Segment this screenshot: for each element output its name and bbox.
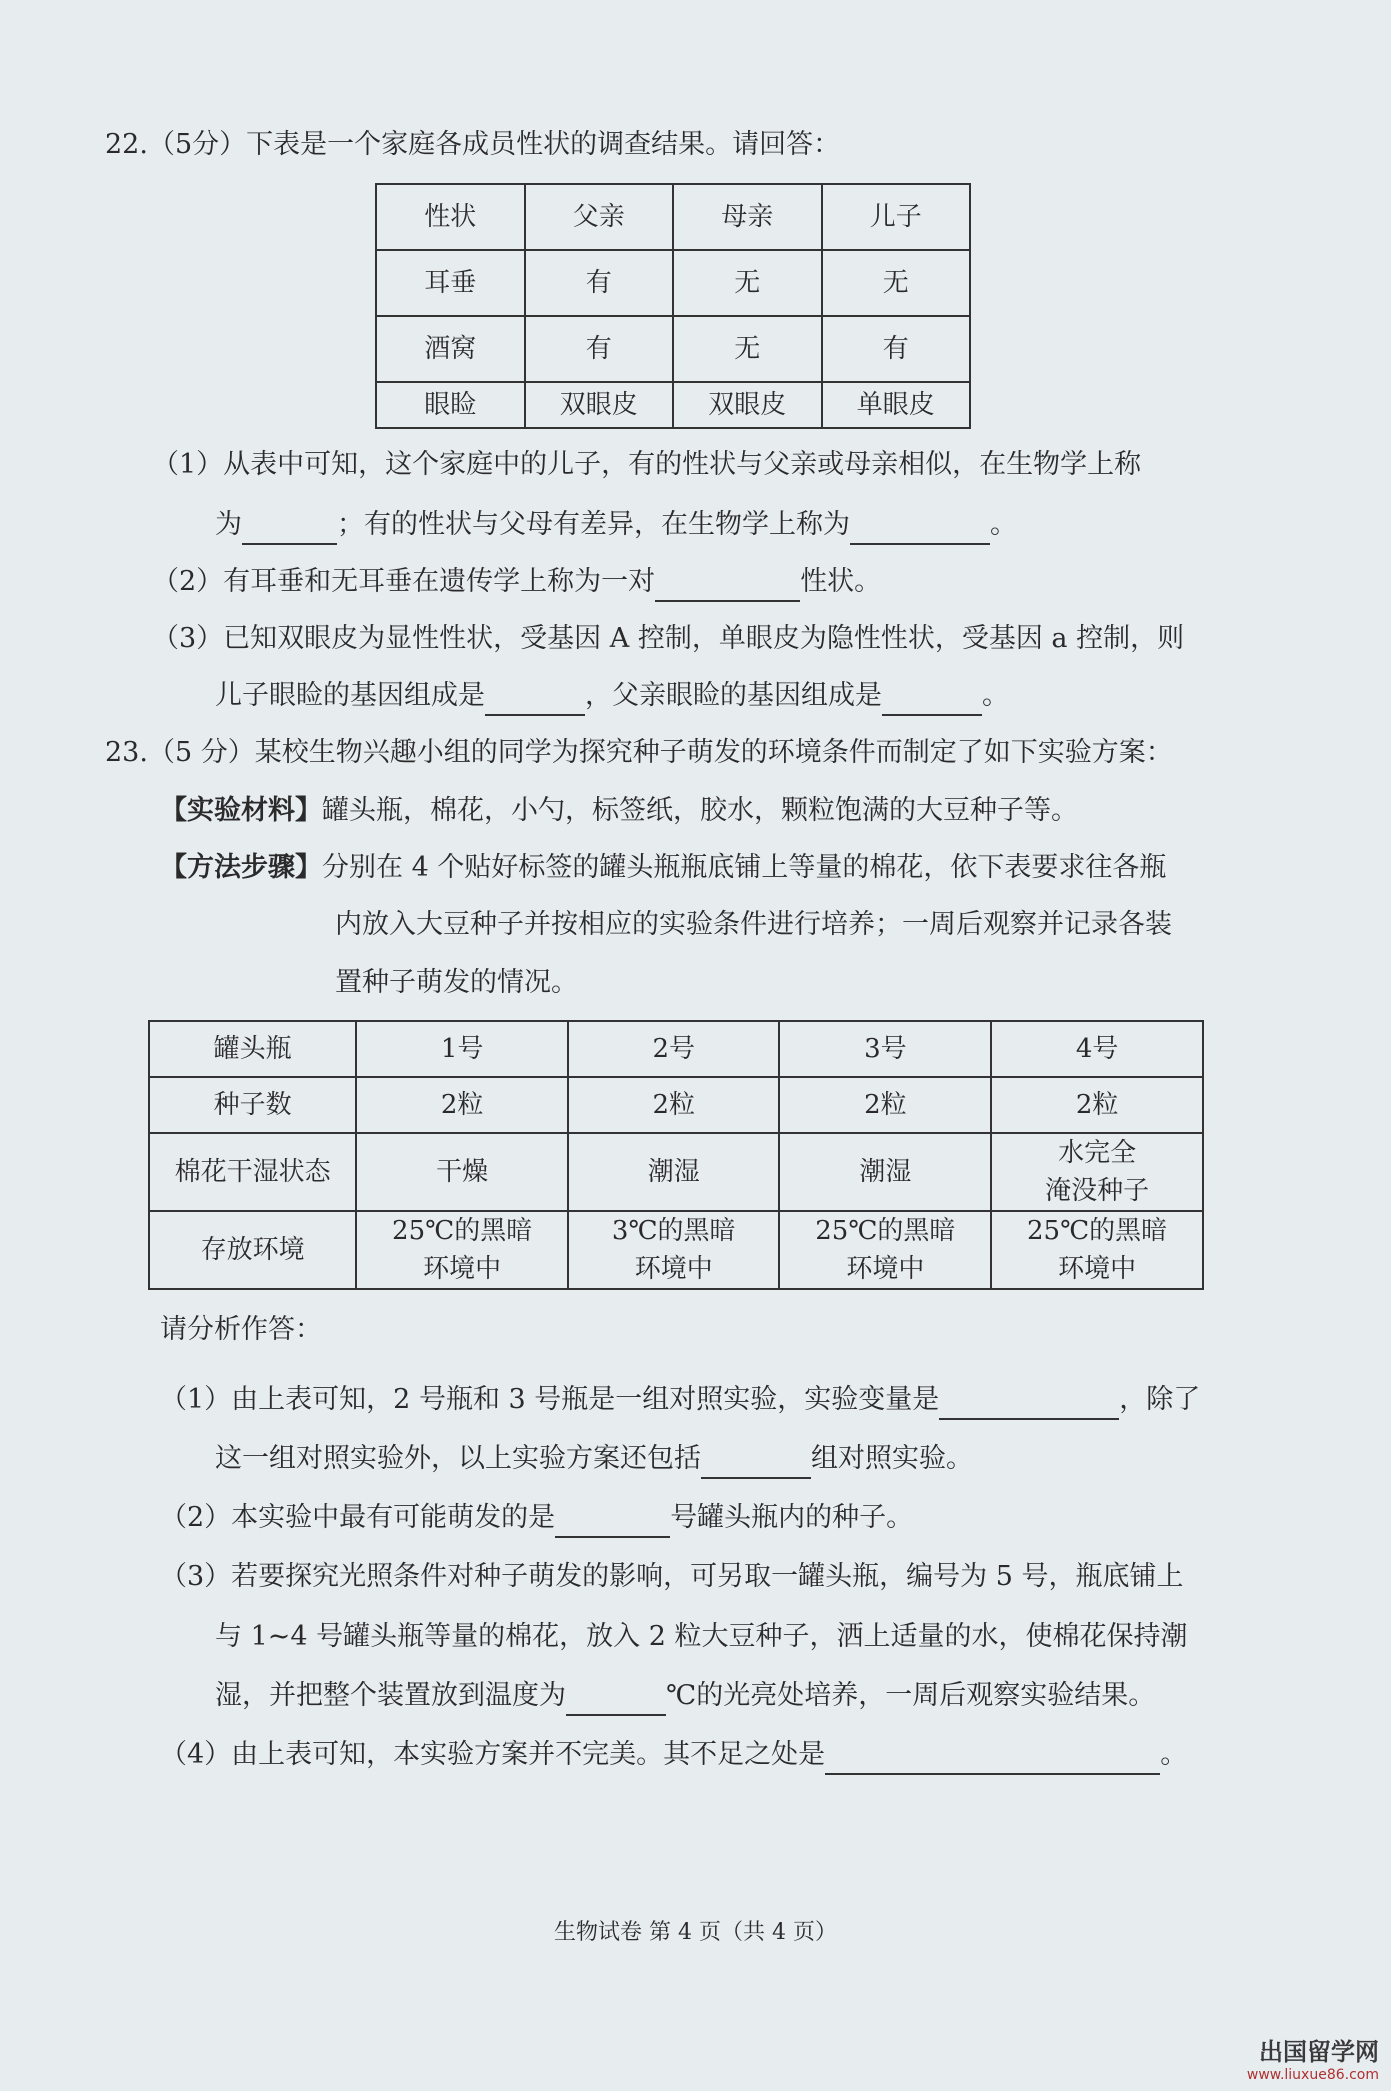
text-fragment: 组对照实验。 xyxy=(811,1443,973,1474)
table-cell: 种子数 xyxy=(149,1077,356,1133)
table-row xyxy=(149,1211,1203,1289)
text-fragment: 罐头瓶，棉花，小勺，标签纸，胶水，颗粒饱满的大豆种子等。 xyxy=(322,795,1078,826)
q22-stem: 22.（5分）下表是一个家庭各成员性状的调查结果。请回答： xyxy=(105,129,841,160)
table-cell: 2粒 xyxy=(991,1077,1203,1133)
q22-part1-line2 xyxy=(215,505,1017,545)
q23-method-line1 xyxy=(160,848,1166,888)
table-header-cell: 儿子 xyxy=(822,184,971,250)
q23-part1-line2 xyxy=(215,1439,973,1479)
q23-part1-line1 xyxy=(160,1380,1200,1420)
watermark-name: 出国留学网 xyxy=(1259,2038,1379,2066)
q23-materials xyxy=(160,791,1078,831)
table-row xyxy=(149,1077,1203,1133)
table-cell: 3号 xyxy=(779,1021,991,1077)
text-fragment: 。 xyxy=(990,509,1017,540)
text-fragment: （1）由上表可知，2 号瓶和 3 号瓶是一组对照实验，实验变量是 xyxy=(160,1384,940,1415)
q23-part3-line1: （3）若要探究光照条件对种子萌发的影响，可另取一罐头瓶，编号为 5 号，瓶底铺上 xyxy=(160,1561,1184,1592)
q23-analyze-prompt: 请分析作答： xyxy=(160,1314,322,1345)
table-cell: 存放环境 xyxy=(149,1211,356,1289)
table-cell: 双眼皮 xyxy=(673,382,822,428)
table-cell: 棉花干湿状态 xyxy=(149,1133,356,1211)
answer-blank[interactable] xyxy=(555,1506,670,1538)
q22-part1-line1: （1）从表中可知，这个家庭中的儿子，有的性状与父亲或母亲相似，在生物学上称 xyxy=(152,449,1142,480)
table-cell: 4号 xyxy=(991,1021,1203,1077)
text-fragment: 湿，并把整个装置放到温度为 xyxy=(215,1680,566,1711)
table-cell: 2粒 xyxy=(568,1077,779,1133)
text-fragment: （4）由上表可知，本实验方案并不完美。其不足之处是 xyxy=(160,1739,826,1770)
table-row xyxy=(376,316,970,382)
table-cell: 3℃的黑暗 环境中 xyxy=(568,1211,779,1289)
answer-blank[interactable] xyxy=(882,684,982,716)
text-fragment: ；有的性状与父母有差异，在生物学上称为 xyxy=(337,509,850,540)
table-cell: 水完全 淹没种子 xyxy=(991,1133,1203,1211)
text-fragment: （2）有耳垂和无耳垂在遗传学上称为一对 xyxy=(152,566,656,597)
table-cell: 潮湿 xyxy=(779,1133,991,1211)
table-cell: 单眼皮 xyxy=(822,382,971,428)
answer-blank[interactable] xyxy=(485,684,585,716)
table-cell: 眼睑 xyxy=(376,382,525,428)
answer-blank[interactable] xyxy=(566,1684,666,1716)
answer-blank[interactable] xyxy=(850,513,990,545)
table-cell: 潮湿 xyxy=(568,1133,779,1211)
q23-stem: 23.（5 分）某校生物兴趣小组的同学为探究种子萌发的环境条件而制定了如下实验方案： xyxy=(105,737,1173,768)
table-row xyxy=(376,382,970,428)
table-row xyxy=(149,1133,1203,1211)
q23-method-line2: 内放入大豆种子并按相应的实验条件进行培养；一周后观察并记录各装 xyxy=(335,909,1172,940)
table-cell: 25℃的黑暗 环境中 xyxy=(356,1211,568,1289)
text-fragment: 性状。 xyxy=(800,566,882,597)
table-cell: 无 xyxy=(673,316,822,382)
table-cell: 干燥 xyxy=(356,1133,568,1211)
table-cell: 25℃的黑暗 环境中 xyxy=(991,1211,1203,1289)
table-cell: 有 xyxy=(525,250,674,316)
answer-blank[interactable] xyxy=(242,513,337,545)
table-cell: 双眼皮 xyxy=(525,382,674,428)
table-header-cell: 父亲 xyxy=(525,184,674,250)
text-fragment: 。 xyxy=(1160,1739,1188,1770)
section-label: 【实验材料】 xyxy=(160,795,322,826)
table-row xyxy=(149,1021,1203,1077)
text-fragment: ，除了 xyxy=(1119,1384,1201,1415)
table-cell: 罐头瓶 xyxy=(149,1021,356,1077)
table-header-cell: 母亲 xyxy=(673,184,822,250)
table-cell: 有 xyxy=(525,316,674,382)
page-footer: 生物试卷 第 4 页（共 4 页） xyxy=(554,1920,837,1945)
table-cell: 1号 xyxy=(356,1021,568,1077)
answer-blank[interactable] xyxy=(939,1388,1119,1420)
answer-blank[interactable] xyxy=(701,1447,811,1479)
text-fragment: 儿子眼睑的基因组成是 xyxy=(215,680,485,711)
watermark-url: www.liuxue86.com xyxy=(1246,2067,1379,2083)
text-fragment: ，父亲眼睑的基因组成是 xyxy=(585,680,882,711)
text-fragment: （2）本实验中最有可能萌发的是 xyxy=(160,1502,556,1533)
text-fragment: 为 xyxy=(215,509,242,540)
table-cell: 有 xyxy=(822,316,971,382)
text-fragment: 这一组对照实验外，以上实验方案还包括 xyxy=(215,1443,701,1474)
answer-blank[interactable] xyxy=(655,570,800,602)
section-label: 【方法步骤】 xyxy=(160,852,322,883)
q22-trait-table xyxy=(375,183,971,429)
text-fragment: 。 xyxy=(982,680,1009,711)
q22-part3-line1: （3）已知双眼皮为显性性状，受基因 A 控制，单眼皮为隐性性状，受基因 a 控制，则 xyxy=(152,623,1185,654)
table-cell: 2粒 xyxy=(356,1077,568,1133)
q22-part3-line2 xyxy=(215,676,1009,716)
text-fragment: 号罐头瓶内的种子。 xyxy=(670,1502,914,1533)
table-cell: 无 xyxy=(673,250,822,316)
q23-part2 xyxy=(160,1498,913,1538)
text-fragment: ℃的光亮处培养，一周后观察实验结果。 xyxy=(666,1680,1156,1711)
site-watermark xyxy=(1247,2032,1379,2083)
text-fragment: 分别在 4 个贴好标签的罐头瓶瓶底铺上等量的棉花，依下表要求往各瓶 xyxy=(322,852,1167,883)
table-cell: 无 xyxy=(822,250,971,316)
table-row xyxy=(376,250,970,316)
table-cell: 酒窝 xyxy=(376,316,525,382)
q23-part4 xyxy=(160,1735,1187,1775)
q22-part2 xyxy=(152,562,881,602)
table-cell: 2号 xyxy=(568,1021,779,1077)
q23-part3-line2: 与 1~4 号罐头瓶等量的棉花，放入 2 粒大豆种子，洒上适量的水，使棉花保持潮 xyxy=(215,1621,1188,1652)
q23-part3-line3 xyxy=(215,1676,1155,1716)
table-cell: 25℃的黑暗 环境中 xyxy=(779,1211,991,1289)
q23-method-line3: 置种子萌发的情况。 xyxy=(335,967,578,998)
answer-blank[interactable] xyxy=(825,1743,1160,1775)
q23-experiment-table xyxy=(148,1020,1204,1290)
table-cell: 2粒 xyxy=(779,1077,991,1133)
table-header-cell: 性状 xyxy=(376,184,525,250)
table-row xyxy=(376,184,970,250)
table-cell: 耳垂 xyxy=(376,250,525,316)
